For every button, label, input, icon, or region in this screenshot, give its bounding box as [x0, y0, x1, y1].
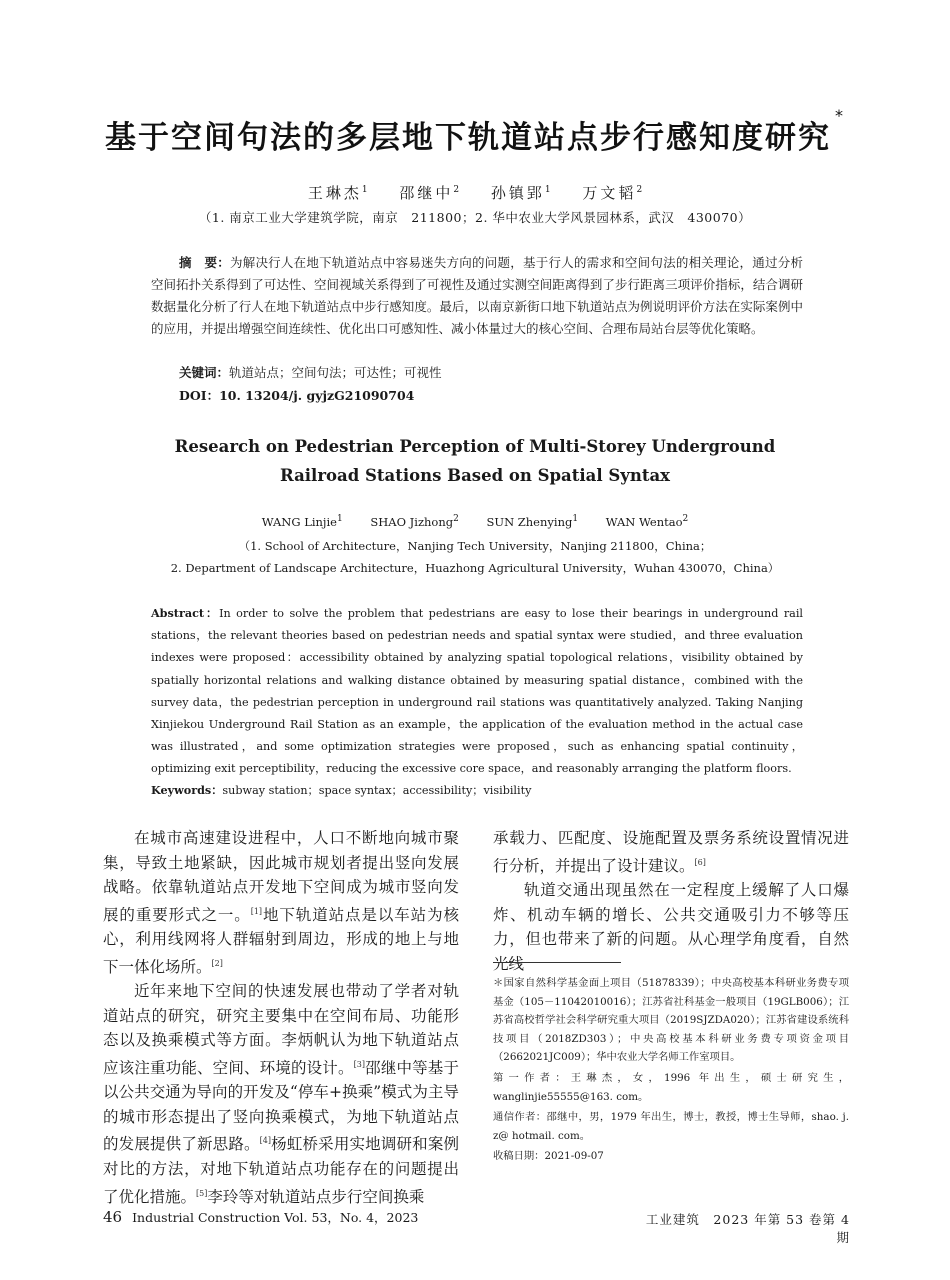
authors-cn: [0, 182, 950, 203]
author-en: WANG Linjie$^1$: [261, 514, 343, 529]
abstract-cn: [151, 252, 803, 340]
affiliation-en-2: 2. Department of Landscape Architecture，Huazhong Agricultural University，Wuhan 430070，China）: [170, 561, 780, 575]
abstract-en-text: In order to solve the problem that pedestrians are easy to lose their bearings in underground rail stations，the relevant theories based on pedestrian needs and spatial syntax were studied，and three evaluation indexes were proposed：accessibility obtained by analyzing spatial topological relations，visibility obtained by spatially horizontal relations and walking distance obtained by measuring spatial distance，combined with the survey data，the pedestrian perception in underground rail stations was quantitatively analyzed. Taking Nanjing Xinjiekou Underground Rail Station as an example，the application of the evaluation method in the actual case was illustrated，and some optimization strategies were proposed，such as enhancing spatial continuity，optimizing exit perceptibility，reducing the excessive core space，and reasonably arranging the platform floors.: [151, 607, 804, 776]
authors-en: [0, 514, 950, 529]
body-paragraph: 轨道交通出现虽然在一定程度上缓解了人口爆炸、机动车辆的增长、公共交通吸引力不够等压力，但也带来了新的问题。从心理学角度看，自然光线: [493, 881, 849, 973]
body-column-right: [493, 826, 849, 976]
journal-name-en: Industrial Construction Vol. 53，No. 4，2023: [132, 1210, 419, 1225]
citation: [6]: [694, 857, 706, 867]
citation: [2]: [211, 958, 223, 968]
doi-label: DOI：: [179, 388, 220, 403]
citation: [4]: [259, 1136, 271, 1146]
footnote-received-date: 收稿日期：2021-09-07: [493, 1150, 604, 1163]
author-cn: 万文韬$^2$: [582, 184, 643, 202]
title-footnote-mark: *: [835, 106, 845, 125]
abstract-cn-label: 摘 要：: [179, 255, 230, 270]
footnote-first-author: 第一作者：王琳杰，女，1996 年出生，硕士研究生，wanglinjie55555@163. com。: [493, 1071, 849, 1103]
body-column-left: [103, 826, 459, 1209]
keywords-cn-text: 轨道站点；空间句法；可达性；可视性: [229, 365, 442, 380]
footnote-divider: [493, 962, 621, 963]
keywords-cn-label: 关键词：: [179, 365, 230, 380]
citation: [3]: [353, 1059, 365, 1069]
body-paragraph-continued: 承载力、匹配度、设施配置及票务系统设置情况进行分析，并提出了设计建议。[6]: [493, 829, 849, 875]
keywords-cn: [179, 363, 442, 381]
page-number: 46: [103, 1208, 123, 1226]
title-text: 基于空间句法的多层地下轨道站点步行感知度研究: [105, 120, 831, 156]
title-en-line2: Railroad Stations Based on Spatial Syntax: [280, 466, 670, 485]
abstract-en-label: Abstract：: [151, 606, 220, 620]
abstract-en: [151, 602, 803, 781]
body-paragraph: 在城市高速建设进程中，人口不断地向城市聚集，导致土地紧缺，因此城市规划者提出竖向发展战略。依靠轨道站点开发地下空间成为城市竖向发展的重要形式之一。[1]地下轨道站点是以车站为核心，利用线网将人群辐射到周边，形成的地上与地下一体化场所。[2]: [103, 829, 459, 976]
keywords-en-text: subway station；space syntax；accessibility；visibility: [222, 784, 532, 797]
title-en-line1: Research on Pedestrian Perception of Multi-Storey Underground: [174, 437, 776, 456]
author-en: SHAO Jizhong$^2$: [370, 514, 459, 529]
footnotes: [493, 974, 849, 1166]
footnote-funding: ＊国家自然科学基金面上项目（51878339）；中央高校基本科研业务费专项基金（105－11042010016）；江苏省社科基金一般项目（19GLB006）；江苏省高校哲学社会科学研究重大项目（2019SJZDA020）；江苏省建设系统科技项目（2018ZD303）；中央高校基本科研业务费专项资金项目（2662021JC009）；华中农业大学名师工作室项目。: [493, 977, 849, 1064]
author-cn: 邵继中$^2$: [399, 184, 460, 202]
author-cn: 王琳杰$^1$: [307, 184, 368, 202]
abstract-cn-text: 为解决行人在地下轨道站点中容易迷失方向的问题，基于行人的需求和空间句法的相关理论，通过分析空间拓扑关系得到了可达性、空间视域关系得到了可视性及通过实测空间距离得到了步行距离三项评价指标，结合调研数据量化分析了行人在地下轨道站点中步行感知度。最后，以南京新街口地下轨道站点为例说明评价方法在实际案例中的应用，并提出增强空间连续性、优化出口可感知性、减小体量过大的核心空间、合理布局站台层等优化策略。: [151, 255, 803, 336]
paper-title: [0, 106, 950, 157]
keywords-en-label: Keywords：: [151, 783, 223, 797]
keywords-en: [151, 782, 531, 798]
citation: [1]: [250, 906, 263, 916]
author-en: WAN Wentao$^2$: [605, 514, 689, 529]
paper-title-en: [0, 432, 950, 490]
journal-name-cn: 工业建筑 2023 年第 53 卷第 4 期: [645, 1212, 850, 1245]
doi: [179, 386, 414, 404]
page-footer-left: [103, 1208, 418, 1226]
citation: [5]: [196, 1188, 208, 1198]
affiliations-cn: （1. 南京工业大学建筑学院，南京 211800；2. 华中农业大学风景园林系，武汉 430070）: [198, 210, 752, 225]
affiliation-en-1: （1. School of Architecture，Nanjing Tech University，Nanjing 211800，China；: [238, 539, 712, 553]
doi-value: 10. 13204/j. gyjzG21090704: [219, 388, 415, 403]
author-en: SUN Zhenying$^1$: [486, 514, 579, 529]
body-paragraph: 近年来地下空间的快速发展也带动了学者对轨道站点的研究，研究主要集中在空间布局、功能形态以及换乘模式等方面。李炳帆认为地下轨道站点应该注重功能、空间、环境的设计。[3]邵继中等基于以公共交通为导向的开发及“停车+换乘”模式为主导的城市形态提出了竖向换乘模式，为地下轨道站点的发展提供了新思路。[4]杨虹桥采用实地调研和案例对比的方法，对地下轨道站点功能存在的问题提出了优化措施。[5]李玲等对轨道站点步行空间换乘: [103, 982, 459, 1206]
footnote-corresponding-author: 通信作者：邵继中，男，1979 年出生，博士，教授，博士生导师，shao. j. z@ hotmail. com。: [493, 1111, 849, 1142]
author-cn: 孙镇郢$^1$: [490, 184, 551, 202]
